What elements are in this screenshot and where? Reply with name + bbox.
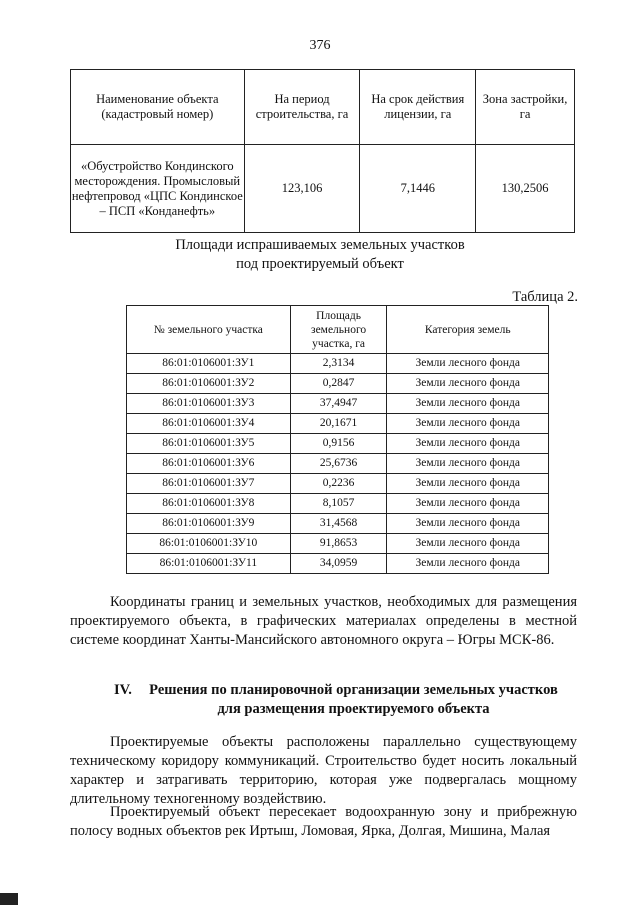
table-caption-line1: Площади испрашиваемых земельных участков — [175, 237, 465, 253]
cell-land-category: Земли лесного фонда — [387, 374, 549, 394]
cell-plot-number: 86:01:0106001:ЗУ1 — [127, 354, 291, 374]
table-row — [127, 534, 549, 554]
scan-edge-mark — [0, 893, 18, 905]
section-title-line1: Решения по планировочной организации земельных участков — [149, 682, 558, 698]
cell-plot-area: 0,9156 — [290, 434, 387, 454]
table-row — [71, 145, 575, 233]
table-row — [127, 494, 549, 514]
page-number: 376 — [309, 38, 331, 53]
table-label: Таблица 2. — [512, 289, 578, 305]
cell-plot-area: 8,1057 — [290, 494, 387, 514]
layout-paragraph: Проектируемые объекты расположены параллельно существующему техническому коридору коммуникаций. Строительство будет носить локальный характер и затрагивать территорию, которая уже подвергалась мощному длительному техногенному воздействию. — [70, 734, 577, 807]
header-land-category: Категория земель — [387, 306, 549, 354]
table-row — [127, 434, 549, 454]
water-zone-paragraph: Проектируемый объект пересекает водоохранную зону и прибрежную полосу водных объектов рек Иртыш, Ломовая, Ярка, Долгая, Мишина, Малая — [70, 804, 577, 839]
table-header-row — [71, 70, 575, 145]
cell-object-name: «Обустройство Кондинского месторождения. Промысловый нефтепровод «ЦПС Кондинское – ПСП «Конданефть» — [71, 145, 245, 233]
cell-plot-area: 20,1671 — [290, 414, 387, 434]
header-plot-number: № земельного участка — [127, 306, 291, 354]
cell-plot-area: 34,0959 — [290, 554, 387, 574]
table-row — [127, 554, 549, 574]
table-caption-line2: под проектируемый объект — [236, 256, 404, 272]
table-row — [127, 454, 549, 474]
table-row — [127, 414, 549, 434]
cell-land-category: Земли лесного фонда — [387, 454, 549, 474]
cell-plot-number: 86:01:0106001:ЗУ8 — [127, 494, 291, 514]
header-plot-area: Площадь земельного участка, га — [290, 306, 387, 354]
cell-land-category: Земли лесного фонда — [387, 514, 549, 534]
cell-plot-area: 91,8653 — [290, 534, 387, 554]
table-row — [127, 394, 549, 414]
table-row — [127, 474, 549, 494]
cell-license-term: 7,1446 — [360, 145, 476, 233]
land-plots-table — [126, 305, 549, 574]
cell-land-category: Земли лесного фонда — [387, 494, 549, 514]
cell-plot-area: 37,4947 — [290, 394, 387, 414]
cell-land-category: Земли лесного фонда — [387, 394, 549, 414]
coordinates-paragraph: Координаты границ и земельных участков, необходимых для размещения проектируемого объекта, в графических материалах определены в местной системе координат Ханты-Мансийского автономного округа – Югры МСК-86. — [70, 594, 577, 648]
cell-plot-number: 86:01:0106001:ЗУ9 — [127, 514, 291, 534]
cell-plot-number: 86:01:0106001:ЗУ5 — [127, 434, 291, 454]
header-development-zone: Зона застройки, га — [476, 70, 575, 145]
table-row — [127, 374, 549, 394]
header-object-name: Наименование объекта (кадастровый номер) — [71, 70, 245, 145]
cell-land-category: Земли лесного фонда — [387, 434, 549, 454]
cell-plot-number: 86:01:0106001:ЗУ6 — [127, 454, 291, 474]
table-header-row — [127, 306, 549, 354]
cell-plot-area: 31,4568 — [290, 514, 387, 534]
table-row — [127, 514, 549, 534]
section-title-line2: для размещения проектируемого объекта — [217, 701, 490, 717]
table-row — [127, 354, 549, 374]
cell-land-category: Земли лесного фонда — [387, 554, 549, 574]
cell-land-category: Земли лесного фонда — [387, 354, 549, 374]
cell-plot-number: 86:01:0106001:ЗУ11 — [127, 554, 291, 574]
header-construction-period: На период строительства, га — [244, 70, 360, 145]
cell-plot-number: 86:01:0106001:ЗУ7 — [127, 474, 291, 494]
section-number: IV. — [114, 682, 132, 698]
cell-land-category: Земли лесного фонда — [387, 414, 549, 434]
cell-construction-period: 123,106 — [244, 145, 360, 233]
cell-plot-area: 2,3134 — [290, 354, 387, 374]
cell-plot-number: 86:01:0106001:ЗУ10 — [127, 534, 291, 554]
cell-plot-area: 0,2847 — [290, 374, 387, 394]
cell-plot-number: 86:01:0106001:ЗУ3 — [127, 394, 291, 414]
cell-plot-area: 25,6736 — [290, 454, 387, 474]
land-area-summary-table — [70, 69, 575, 233]
section-heading — [70, 681, 577, 719]
cell-plot-number: 86:01:0106001:ЗУ4 — [127, 414, 291, 434]
land-plots-table-body — [127, 354, 549, 574]
cell-land-category: Земли лесного фонда — [387, 474, 549, 494]
cell-plot-area: 0,2236 — [290, 474, 387, 494]
cell-plot-number: 86:01:0106001:ЗУ2 — [127, 374, 291, 394]
header-license-term: На срок действия лицензии, га — [360, 70, 476, 145]
cell-land-category: Земли лесного фонда — [387, 534, 549, 554]
cell-development-zone: 130,2506 — [476, 145, 575, 233]
